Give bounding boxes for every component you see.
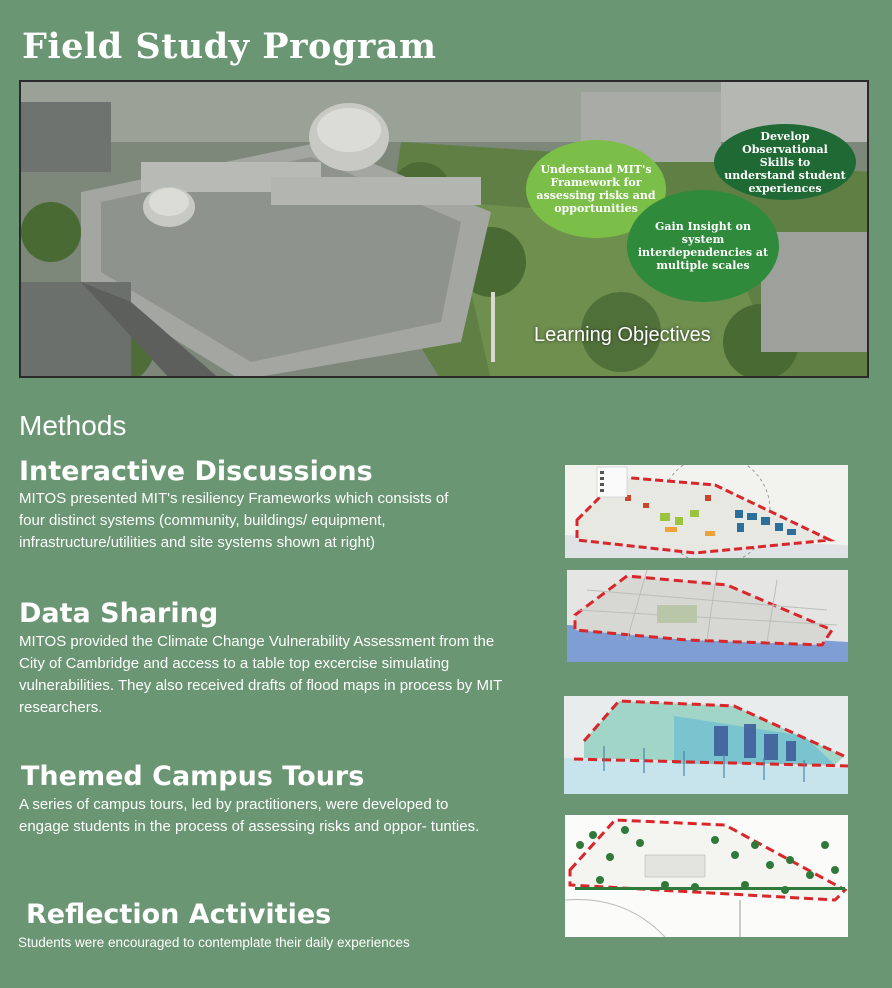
map-resiliency-systems	[565, 465, 848, 558]
section-body-interactive-discussions: MITOS presented MIT's resiliency Frameworks which consists of four distinct systems (community, buildings/ equipment, infrastructure/utilities and site systems shown at right)	[19, 490, 449, 551]
section-heading-themed-campus-tours: Themed Campus Tours	[21, 761, 365, 792]
objective-bubble-system-insight: Gain Insight on system interdependencies at multiple scales	[627, 190, 779, 302]
methods-heading: Methods	[19, 410, 127, 441]
campus-aerial-photo	[19, 80, 869, 378]
map-site-systems	[565, 815, 848, 937]
objective-bubble-observational-skills: Develop Observational Skills to understand student experiences	[714, 124, 856, 200]
section-body-reflection-activities: Students were encouraged to contemplate their daily experiences	[18, 935, 410, 950]
section-heading-interactive-discussions: Interactive Discussions	[19, 456, 373, 487]
section-body-data-sharing: MITOS provided the Climate Change Vulnerability Assessment from the City of Cambridge and access to a table top excercise simulating vulnerabilities. They also received drafts of flood maps in process by MIT researchers.	[19, 633, 503, 716]
section-body-themed-campus-tours: A series of campus tours, led by practitioners, were developed to engage students in the process of assessing risks and oppor- tunties.	[19, 796, 480, 835]
page-title: Field Study Program	[22, 26, 437, 67]
map-vulnerability-assessment	[567, 570, 848, 662]
map-flood-risk	[564, 696, 848, 794]
section-heading-data-sharing: Data Sharing	[19, 598, 219, 629]
section-heading-reflection-activities: Reflection Activities	[26, 899, 332, 930]
learning-objectives-caption: Learning Objectives	[534, 324, 711, 346]
objective-bubble-framework: Understand MIT's Framework for assessing risks and opportunities	[526, 140, 666, 238]
